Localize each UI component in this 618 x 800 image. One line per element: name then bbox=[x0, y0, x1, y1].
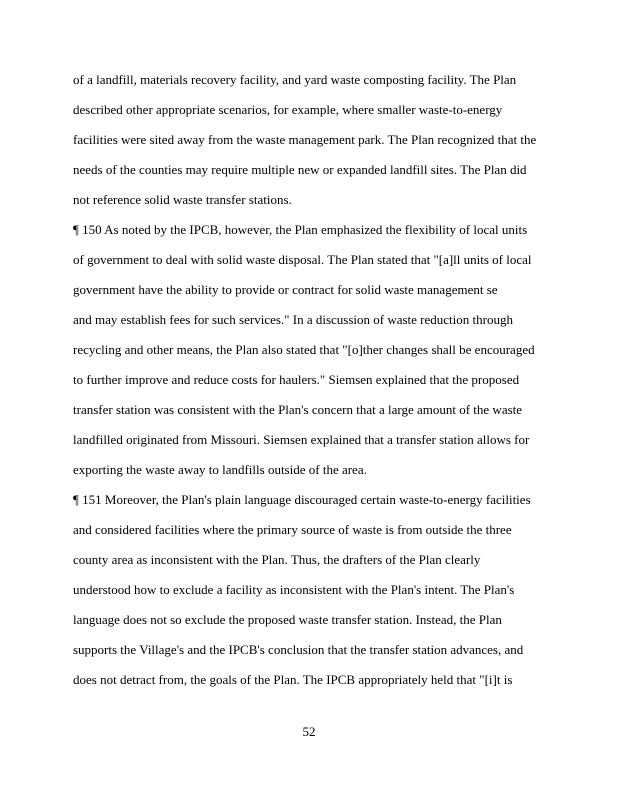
text-line: language does not so exclude the proposed waste transfer station. Instead, the Plan bbox=[73, 612, 502, 627]
text-line: not reference solid waste transfer stations. bbox=[73, 192, 292, 207]
page-number: 52 bbox=[302, 724, 316, 739]
text-line: landfilled originated from Missouri. Siemsen explained that a transfer station allows for bbox=[73, 432, 530, 447]
text-line: transfer station was consistent with the Plan's concern that a large amount of the waste bbox=[73, 402, 523, 417]
text-line: to further improve and reduce costs for haulers." Siemsen explained that the proposed bbox=[73, 372, 520, 387]
text-line: of a landfill, materials recovery facility, and yard waste composting facility. The Plan bbox=[73, 72, 517, 87]
text-line: recycling and other means, the Plan also stated that "[o]ther changes shall be encouraged bbox=[73, 342, 535, 357]
text-line: and may establish fees for such services." In a discussion of waste reduction through bbox=[73, 312, 513, 327]
text-line: does not detract from, the goals of the Plan. The IPCB appropriately held that "[i]t is bbox=[73, 672, 513, 687]
text-line: understood how to exclude a facility as inconsistent with the Plan's intent. The Plan's bbox=[73, 582, 515, 597]
text-line: supports the Village's and the IPCB's conclusion that the transfer station advances, and bbox=[73, 642, 524, 657]
paragraph-151-start: ¶ 151 Moreover, the Plan's plain language discouraged certain waste-to-energy facilities bbox=[73, 492, 531, 507]
text-line: needs of the counties may require multiple new or expanded landfill sites. The Plan did bbox=[73, 162, 527, 177]
text-line: and considered facilities where the primary source of waste is from outside the three bbox=[73, 522, 512, 537]
paragraph-150-start: ¶ 150 As noted by the IPCB, however, the Plan emphasized the flexibility of local units bbox=[73, 222, 528, 237]
text-line: facilities were sited away from the waste management park. The Plan recognized that the bbox=[73, 132, 537, 147]
text-line: exporting the waste away to landfills outside of the area. bbox=[73, 462, 367, 477]
text-line: government have the ability to provide or contract for solid waste management se bbox=[73, 282, 498, 297]
text-line: of government to deal with solid waste disposal. The Plan stated that "[a]ll units of local bbox=[73, 252, 532, 267]
text-line: county area as inconsistent with the Plan. Thus, the drafters of the Plan clearly bbox=[73, 552, 481, 567]
text-line: described other appropriate scenarios, for example, where smaller waste-to-energy bbox=[73, 102, 503, 117]
